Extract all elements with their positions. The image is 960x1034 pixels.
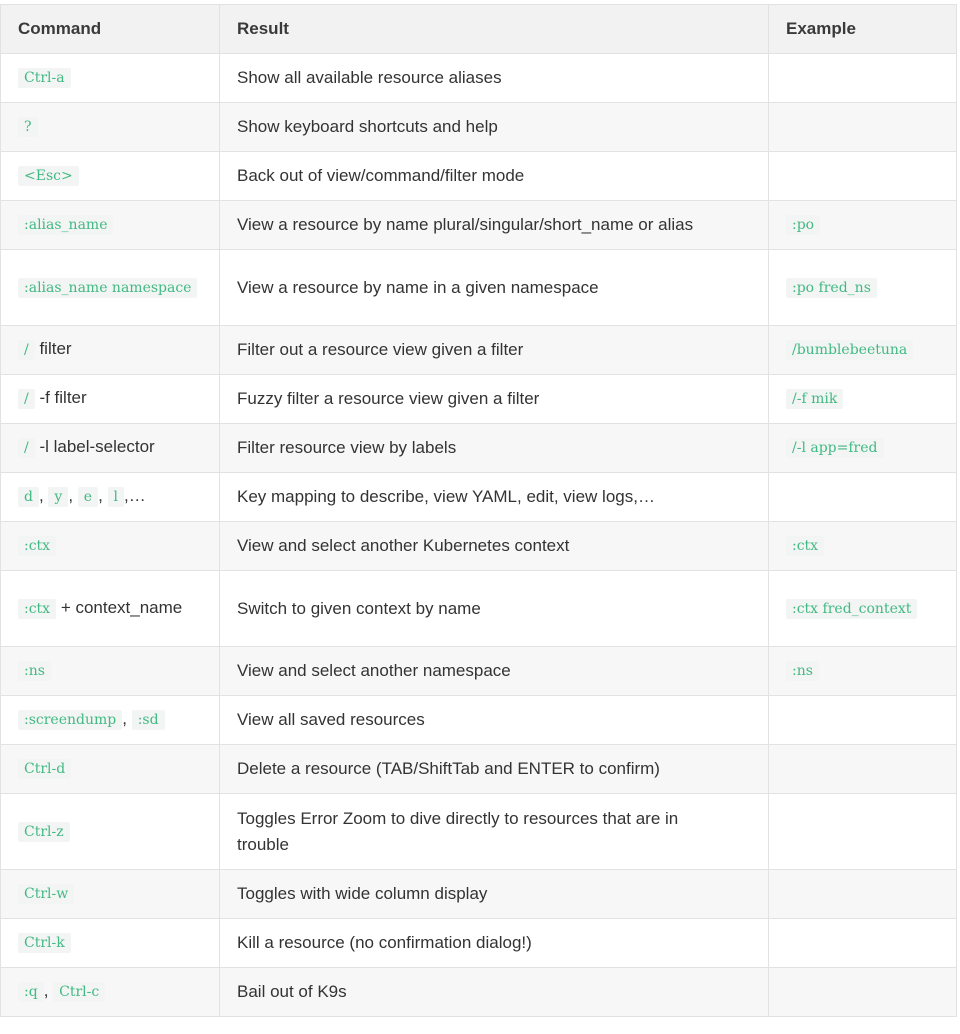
command-text: -l label-selector xyxy=(34,437,155,456)
table-row xyxy=(1,424,957,473)
code-snippet: Ctrl-z xyxy=(18,822,70,842)
table-row xyxy=(1,794,957,870)
result-cell: Kill a resource (no confirmation dialog!) xyxy=(220,919,769,968)
command-text: , xyxy=(122,709,132,728)
command-cell xyxy=(1,250,220,326)
code-snippet: Ctrl-d xyxy=(18,759,71,779)
result-cell: Toggles with wide column display xyxy=(220,870,769,919)
result-cell: Switch to given context by name xyxy=(220,571,769,647)
command-cell xyxy=(1,326,220,375)
table-row xyxy=(1,326,957,375)
command-text: -f filter xyxy=(34,388,87,407)
code-snippet: :ctx xyxy=(18,599,56,619)
code-snippet: :q xyxy=(18,982,44,1002)
example-column-header: Example xyxy=(769,5,957,54)
example-cell xyxy=(769,473,957,522)
code-snippet: :po fred_ns xyxy=(786,278,877,298)
code-snippet: y xyxy=(48,487,68,507)
code-snippet: :sd xyxy=(132,710,165,730)
command-cell xyxy=(1,152,220,201)
code-snippet: d xyxy=(18,487,39,507)
command-cell xyxy=(1,201,220,250)
result-cell: Delete a resource (TAB/ShiftTab and ENTER to confirm) xyxy=(220,745,769,794)
code-snippet: ? xyxy=(18,117,38,137)
code-snippet: Ctrl-w xyxy=(18,884,74,904)
example-cell xyxy=(769,647,957,696)
table-row xyxy=(1,870,957,919)
command-text: , xyxy=(38,486,49,505)
example-cell xyxy=(769,870,957,919)
table-row xyxy=(1,375,957,424)
command-cell xyxy=(1,375,220,424)
table-row xyxy=(1,54,957,103)
example-cell xyxy=(769,571,957,647)
example-cell xyxy=(769,152,957,201)
command-cell xyxy=(1,968,220,1017)
code-snippet: Ctrl-a xyxy=(18,68,71,88)
command-cell xyxy=(1,571,220,647)
code-snippet: e xyxy=(78,487,98,507)
code-snippet: / xyxy=(18,438,35,458)
command-cell xyxy=(1,103,220,152)
command-cell xyxy=(1,54,220,103)
example-cell xyxy=(769,375,957,424)
table-row xyxy=(1,473,957,522)
code-snippet: Ctrl-k xyxy=(18,933,71,953)
example-cell xyxy=(769,103,957,152)
result-cell: Toggles Error Zoom to dive directly to resources that are in trouble xyxy=(220,794,769,870)
result-cell: Filter resource view by labels xyxy=(220,424,769,473)
code-snippet: :ctx xyxy=(786,536,824,556)
table-row xyxy=(1,647,957,696)
command-cell xyxy=(1,794,220,870)
code-snippet: / xyxy=(18,340,35,360)
code-snippet: :screendump xyxy=(18,710,122,730)
table-header-row xyxy=(1,5,957,54)
result-cell: Filter out a resource view given a filter xyxy=(220,326,769,375)
result-cell: View a resource by name plural/singular/short_name or alias xyxy=(220,201,769,250)
command-column-header: Command xyxy=(1,5,220,54)
table-row xyxy=(1,522,957,571)
result-cell: View and select another namespace xyxy=(220,647,769,696)
example-cell xyxy=(769,968,957,1017)
table-row xyxy=(1,745,957,794)
example-cell xyxy=(769,696,957,745)
example-cell xyxy=(769,919,957,968)
table-row xyxy=(1,250,957,326)
code-snippet: / xyxy=(18,389,35,409)
table-row xyxy=(1,103,957,152)
table-row xyxy=(1,696,957,745)
result-cell: Show keyboard shortcuts and help xyxy=(220,103,769,152)
code-snippet: :ns xyxy=(786,661,819,681)
example-cell xyxy=(769,522,957,571)
result-cell: Key mapping to describe, view YAML, edit, view logs,… xyxy=(220,473,769,522)
code-snippet: <Esc> xyxy=(18,166,79,186)
result-cell: Show all available resource aliases xyxy=(220,54,769,103)
code-snippet: :alias_name namespace xyxy=(18,278,197,298)
command-cell xyxy=(1,473,220,522)
result-column-header: Result xyxy=(220,5,769,54)
command-text: , xyxy=(98,486,108,505)
result-cell: Back out of view/command/filter mode xyxy=(220,152,769,201)
result-cell: Fuzzy filter a resource view given a filter xyxy=(220,375,769,424)
command-cell xyxy=(1,522,220,571)
code-snippet: :ctx fred_context xyxy=(786,599,917,619)
example-cell xyxy=(769,794,957,870)
command-text: , xyxy=(68,486,78,505)
command-text: ,… xyxy=(124,486,146,505)
example-cell xyxy=(769,745,957,794)
command-text: , xyxy=(43,981,54,1000)
command-cell xyxy=(1,647,220,696)
code-snippet: :po xyxy=(786,215,820,235)
table-row xyxy=(1,919,957,968)
command-cell xyxy=(1,424,220,473)
code-snippet: /-f mik xyxy=(786,389,843,409)
command-text: + context_name xyxy=(56,597,183,617)
command-cell xyxy=(1,870,220,919)
table-row xyxy=(1,571,957,647)
example-cell xyxy=(769,326,957,375)
code-snippet: :ctx xyxy=(18,536,56,556)
code-snippet: Ctrl-c xyxy=(53,982,105,1002)
code-snippet: /bumblebeetuna xyxy=(786,340,913,360)
table-row xyxy=(1,968,957,1017)
example-cell xyxy=(769,250,957,326)
command-cell xyxy=(1,696,220,745)
code-snippet: :ns xyxy=(18,661,51,681)
result-cell: Bail out of K9s xyxy=(220,968,769,1017)
code-snippet: l xyxy=(108,487,124,507)
result-cell: View and select another Kubernetes context xyxy=(220,522,769,571)
code-snippet: /-l app=fred xyxy=(786,438,884,458)
table-row xyxy=(1,152,957,201)
shortcuts-table xyxy=(0,4,957,1017)
table-row xyxy=(1,201,957,250)
command-cell xyxy=(1,919,220,968)
command-text: filter xyxy=(34,339,72,358)
result-cell: View a resource by name in a given namespace xyxy=(220,250,769,326)
code-snippet: :alias_name xyxy=(18,215,113,235)
result-cell: View all saved resources xyxy=(220,696,769,745)
table-body xyxy=(1,54,957,1017)
command-cell xyxy=(1,745,220,794)
example-cell xyxy=(769,201,957,250)
example-cell xyxy=(769,54,957,103)
example-cell xyxy=(769,424,957,473)
